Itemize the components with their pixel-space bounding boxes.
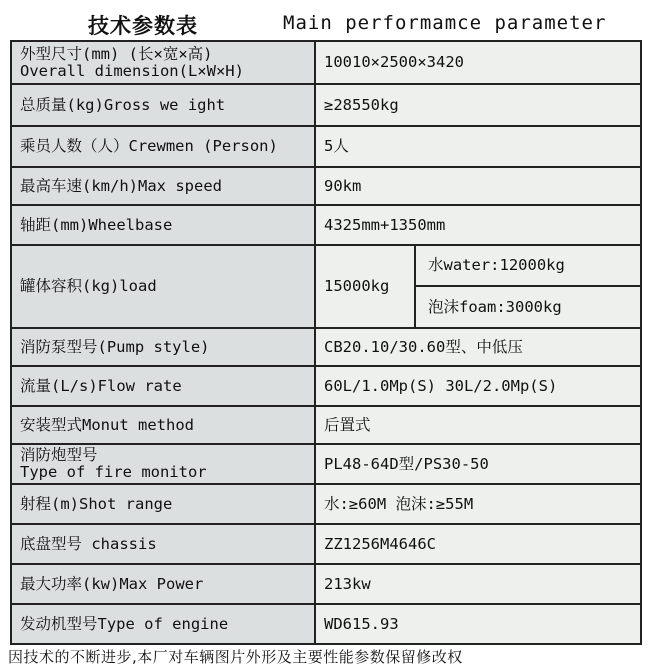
value-cell: 水:≥60M 泡沫:≥55M (315, 484, 641, 524)
label-cell: 总质量(kg)Gross we ight (11, 84, 315, 126)
title-chinese: 技术参数表 (88, 14, 198, 38)
title-english: Main performamce parameter (283, 12, 607, 34)
label-cell: 射程(m)Shot range (11, 484, 315, 524)
value-cell: 15000kg (315, 245, 415, 328)
page-title (0, 6, 650, 40)
table-row (11, 167, 641, 205)
label-cell: 发动机型号Type of engine (11, 604, 315, 644)
table-row (11, 84, 641, 126)
label-text: 消防炮型号 (20, 446, 98, 464)
table-row (11, 245, 641, 286)
parameter-table (10, 40, 642, 645)
table-row (11, 328, 641, 366)
value-cell: 60L/1.0Mp(S) 30L/2.0Mp(S) (315, 366, 641, 406)
label-cell (11, 41, 315, 84)
label-cell: 最大功率(kw)Max Power (11, 564, 315, 604)
sub-value-cell: 泡沫foam:3000kg (415, 286, 641, 328)
label-cell: 消防泵型号(Pump style) (11, 328, 315, 366)
table-row (11, 41, 641, 84)
value-cell: 5人 (315, 126, 641, 167)
label-cell: 乘员人数（人）Crewmen (Person) (11, 126, 315, 167)
table-row (11, 604, 641, 644)
value-cell: ≥28550kg (315, 84, 641, 126)
sub-value-cell: 水water:12000kg (415, 245, 641, 286)
label-cell (11, 444, 315, 484)
value-cell: CB20.10/30.60型、中低压 (315, 328, 641, 366)
value-cell: 4325mm+1350mm (315, 205, 641, 245)
value-cell: 213kw (315, 564, 641, 604)
value-cell: PL48-64D型/PS30-50 (315, 444, 641, 484)
table-row (11, 484, 641, 524)
value-cell: 后置式 (315, 406, 641, 444)
table-row (11, 126, 641, 167)
table-row (11, 406, 641, 444)
footnote: 因技术的不断进步,本厂对车辆图片外形及主要性能参数保留修改权 (8, 648, 463, 666)
value-cell: WD615.93 (315, 604, 641, 644)
label-cell: 流量(L/s)Flow rate (11, 366, 315, 406)
label-text: 外型尺寸(mm) (长×宽×高) (20, 44, 213, 63)
table-row (11, 366, 641, 406)
label-cell: 安装型式Monut method (11, 406, 315, 444)
label-text-secondary: Type of fire monitor (20, 463, 207, 481)
value-cell: 10010×2500×3420 (315, 41, 641, 84)
label-cell: 罐体容积(kg)load (11, 245, 315, 328)
label-cell: 轴距(mm)Wheelbase (11, 205, 315, 245)
table-row (11, 524, 641, 564)
label-text-secondary: Overall dimension(L×W×H) (20, 61, 244, 80)
label-cell: 最高车速(km/h)Max speed (11, 167, 315, 205)
table-row (11, 564, 641, 604)
table-row (11, 444, 641, 484)
table-row (11, 205, 641, 245)
value-cell: 90km (315, 167, 641, 205)
value-cell: ZZ1256M4646C (315, 524, 641, 564)
label-cell: 底盘型号 chassis (11, 524, 315, 564)
